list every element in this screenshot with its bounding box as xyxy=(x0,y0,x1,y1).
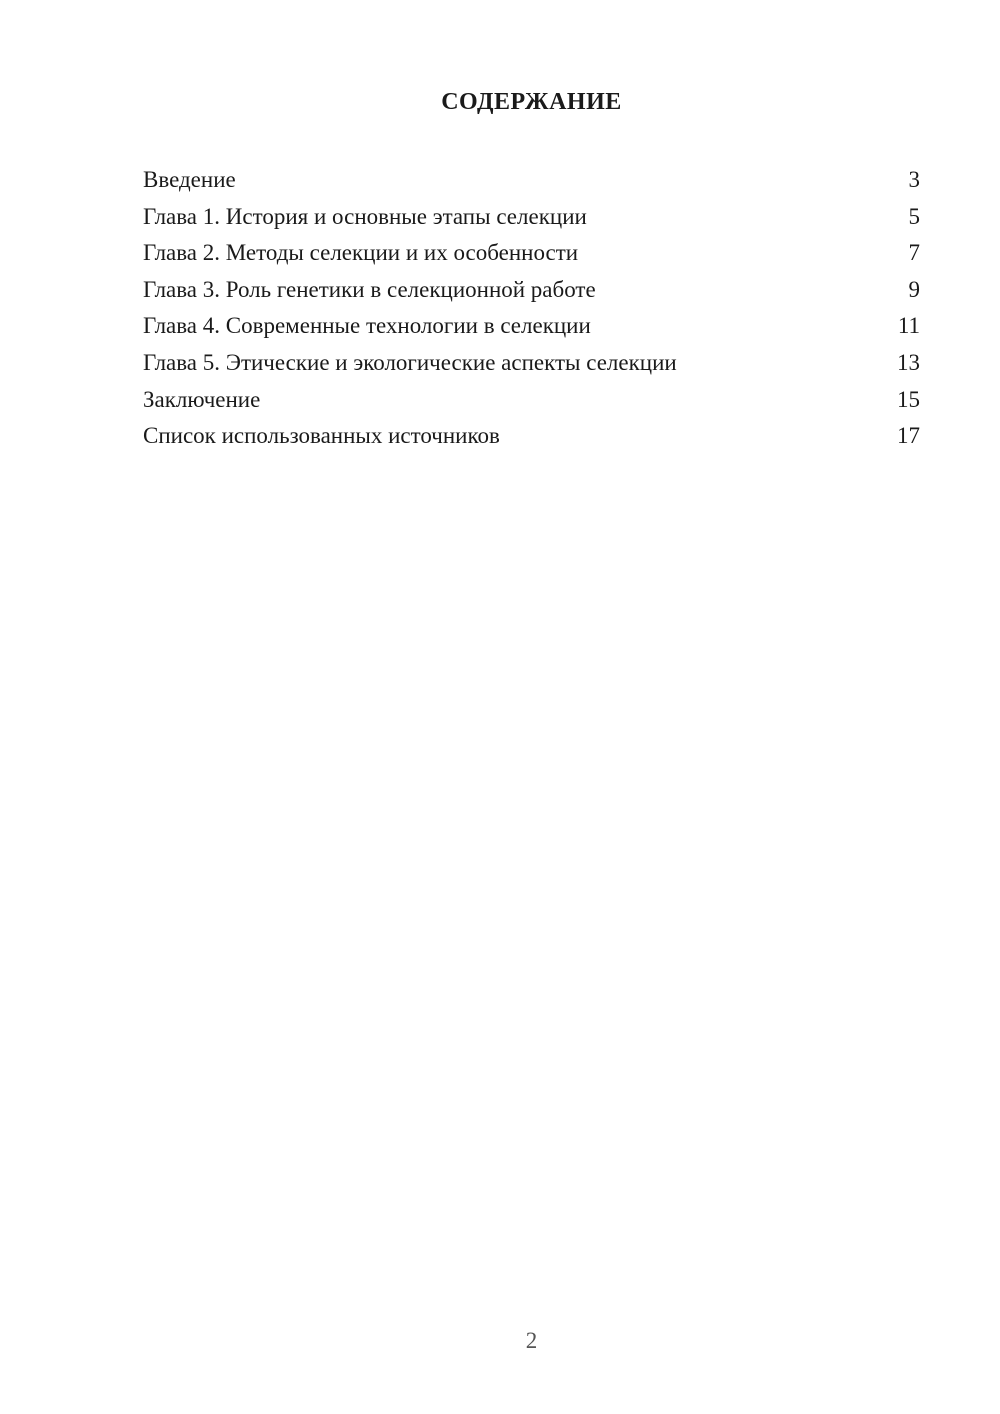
toc-entry-page-number: 9 xyxy=(908,276,920,302)
page-title: СОДЕРЖАНИЕ xyxy=(441,89,622,115)
toc-row xyxy=(143,272,920,309)
toc-entry-label: Глава 2. Методы селекции и их особенности xyxy=(143,240,579,266)
toc-entry-label: Глава 5. Этические и экологические аспекты селекции xyxy=(143,349,677,375)
toc-entry-page-number: 17 xyxy=(897,423,920,449)
toc-row xyxy=(143,308,920,345)
toc-entry-label: Введение xyxy=(143,167,236,192)
toc-row xyxy=(143,199,920,236)
toc-entry-label: Заключение xyxy=(143,386,261,412)
toc-row xyxy=(143,345,920,382)
toc-entry-page-number: 7 xyxy=(908,240,920,266)
toc-entry-label: Глава 4. Современные технологии в селекции xyxy=(143,313,591,339)
toc-entry-page-number: 3 xyxy=(908,167,920,192)
page-content xyxy=(143,0,920,455)
toc-list xyxy=(143,162,920,455)
toc-row xyxy=(143,418,920,455)
toc-row xyxy=(143,162,920,199)
toc-entry-page-number: 5 xyxy=(908,203,920,229)
toc-entry-page-number: 11 xyxy=(897,313,920,339)
toc-entry-label: Глава 1. История и основные этапы селекции xyxy=(143,203,587,229)
toc-entry-label: Глава 3. Роль генетики в селекционной работе xyxy=(143,276,596,302)
toc-entry-page-number: 13 xyxy=(897,349,920,375)
toc-entry-label: Список использованных источников xyxy=(143,423,500,449)
toc-row xyxy=(143,382,920,419)
page-number: 2 xyxy=(525,1328,538,1353)
toc-row xyxy=(143,235,920,272)
toc-entry-page-number: 15 xyxy=(897,386,920,412)
